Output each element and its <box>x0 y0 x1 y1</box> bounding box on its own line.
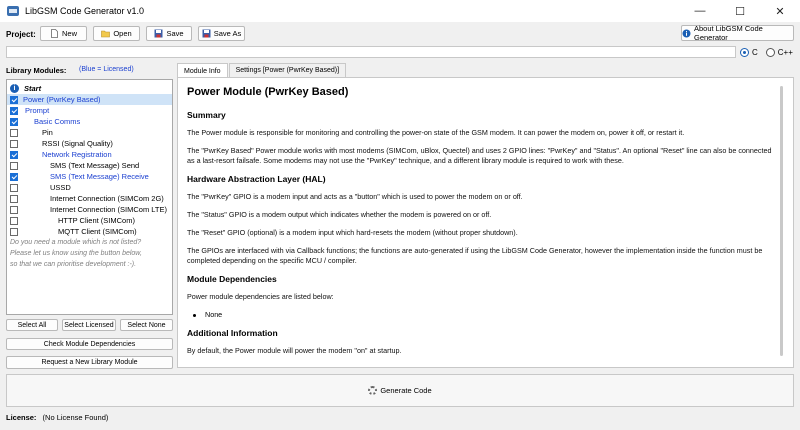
request-module-button[interactable]: Request a New Library Module <box>6 356 173 369</box>
tree-item-label: Internet Connection (SIMCom LTE) <box>50 205 167 214</box>
additional-info-paragraph: By default, the Power module will power the modem "on" at startup. <box>187 346 402 355</box>
module-checkbox[interactable] <box>10 140 18 148</box>
info-icon: i <box>10 84 19 93</box>
info-icon <box>682 29 691 38</box>
app-icon <box>7 6 19 16</box>
tree-item-rssi[interactable] <box>7 138 172 149</box>
generate-panel <box>6 374 794 407</box>
tree-item-internet-lte[interactable] <box>7 204 172 215</box>
module-checkbox[interactable] <box>10 129 18 137</box>
dependency-label: None <box>205 310 223 319</box>
generate-code-button[interactable] <box>7 375 793 406</box>
summary-heading: Summary <box>187 110 226 120</box>
tree-item-label: Prompt <box>25 106 50 115</box>
tab-bar <box>177 63 347 77</box>
floppy-disk-icon <box>154 29 163 38</box>
about-button-label: About LibGSM Code Generator <box>694 24 763 42</box>
tree-item-label: RSSI (Signal Quality) <box>42 139 113 148</box>
open-button-label: Open <box>113 29 132 38</box>
select-all-button[interactable]: Select All <box>6 319 58 331</box>
save-as-button-label: Save As <box>213 29 242 38</box>
tree-item-label: Network Registration <box>42 150 112 159</box>
module-checkbox[interactable] <box>10 107 18 115</box>
tree-item-basic-comms[interactable] <box>7 116 172 127</box>
summary-paragraph: The "PwrKey Based" Power module works with most modems (SIMCom, uBlox, Quectel) and uses 2 GPIO lines: "PwrKey" and "Status". An optional "Reset" line can also be connected as a last-resort failsafe. Some modems may not use the "PwrKey" technique, and a different library module is required to work with these. <box>187 146 772 165</box>
module-request-note: so that we can prioritise development :-). <box>10 261 137 268</box>
new-file-icon <box>50 29 59 38</box>
hal-heading: Hardware Abstraction Layer (HAL) <box>187 174 326 184</box>
tree-item-label: HTTP Client (SIMCom) <box>58 216 135 225</box>
license-label: License: <box>6 413 37 422</box>
module-info-content <box>187 86 775 364</box>
tree-item-mqtt-client[interactable] <box>7 226 172 237</box>
tree-item-label: Pin <box>42 128 53 137</box>
tree-item-label: SMS (Text Message) Receive <box>50 172 149 181</box>
library-modules-label: Library Modules: <box>6 66 67 75</box>
module-checkbox[interactable] <box>10 217 18 225</box>
module-request-note: Do you need a module which is not listed? <box>10 239 142 246</box>
hal-paragraph: The "Status" GPIO is a modem output which indicates whether the modem is powered on or off. <box>187 210 492 219</box>
tree-item-network-registration[interactable] <box>7 149 172 160</box>
new-button[interactable] <box>40 26 87 41</box>
maximize-button[interactable]: ☐ <box>735 5 745 18</box>
tree-item-sms-send[interactable] <box>7 160 172 171</box>
tree-item-internet-2g[interactable] <box>7 193 172 204</box>
hal-paragraph: The "PwrKey" GPIO is a modem input and acts as a "button" which is used to power the modem on or off. <box>187 192 523 201</box>
summary-paragraph: The Power module is responsible for monitoring and controlling the power-on state of the GSM modem. It can power the modem on, power it off, or restart it. <box>187 128 685 137</box>
tree-item-power[interactable] <box>7 94 172 105</box>
check-dependencies-button[interactable]: Check Module Dependencies <box>6 338 173 350</box>
folder-icon <box>101 29 110 38</box>
new-button-label: New <box>61 29 77 38</box>
bullet-icon <box>193 314 196 317</box>
module-checkbox[interactable] <box>10 151 18 159</box>
module-checkbox[interactable] <box>10 195 18 203</box>
tree-item-pin[interactable] <box>7 127 172 138</box>
minimize-button[interactable]: — <box>694 5 706 17</box>
module-checkbox[interactable] <box>10 118 18 126</box>
window-title: LibGSM Code Generator v1.0 <box>25 6 145 16</box>
save-button[interactable] <box>146 26 192 41</box>
module-checkbox[interactable] <box>10 96 18 104</box>
close-button[interactable]: ✕ <box>775 5 785 18</box>
info-scrollbar[interactable] <box>780 86 783 356</box>
module-title: Power Module (PwrKey Based) <box>187 86 349 98</box>
license-value: (No License Found) <box>42 413 109 422</box>
tree-item-ussd[interactable] <box>7 182 172 193</box>
save-as-button[interactable] <box>198 26 245 41</box>
tree-item-sms-receive[interactable] <box>7 171 172 182</box>
module-checkbox[interactable] <box>10 206 18 214</box>
project-label: Project: <box>6 30 36 39</box>
window-controls <box>680 0 800 22</box>
tree-item-start[interactable] <box>7 83 172 94</box>
module-checkbox[interactable] <box>10 162 18 170</box>
language-cpp-radio[interactable] <box>766 48 775 57</box>
license-status <box>6 413 108 422</box>
module-info-panel <box>177 77 794 368</box>
tab-module-info[interactable]: Module Info <box>177 63 228 78</box>
project-path-input[interactable] <box>6 46 736 58</box>
about-button[interactable] <box>681 25 794 41</box>
tree-item-label: Start <box>24 84 42 93</box>
tree-item-prompt[interactable] <box>7 105 172 116</box>
hal-paragraph: The GPIOs are interfaced with via Callback functions; the functions are auto-generated if using the LibGSM Code Generator, however the implementation inside the function must be completed depending on the specific MCU / compiler. <box>187 246 763 265</box>
save-button-label: Save <box>166 29 184 38</box>
tree-item-label: USSD <box>50 183 71 192</box>
language-c-radio[interactable] <box>740 48 749 57</box>
language-c-label: C <box>752 47 758 57</box>
tree-item-label: Basic Comms <box>34 117 81 126</box>
tree-item-label: MQTT Client (SIMCom) <box>58 227 137 236</box>
tree-item-label: Internet Connection (SIMCom 2G) <box>50 194 164 203</box>
module-checkbox[interactable] <box>10 173 18 181</box>
tree-item-label: SMS (Text Message) Send <box>50 161 140 170</box>
additional-info-heading: Additional Information <box>187 328 278 338</box>
title-bar <box>0 0 800 22</box>
select-licensed-button[interactable]: Select Licensed <box>62 319 116 331</box>
gear-icon <box>368 386 377 395</box>
language-cpp-label: C++ <box>777 47 793 57</box>
hal-paragraph: The "Reset" GPIO (optional) is a modem input which hard-resets the modem (without proper shutdown). <box>187 228 518 237</box>
module-checkbox[interactable] <box>10 184 18 192</box>
tree-item-label: Power (PwrKey Based) <box>23 95 101 104</box>
module-request-note: Please let us know using the button below, <box>10 250 142 257</box>
generate-code-label: Generate Code <box>380 386 432 395</box>
floppy-disk-icon <box>202 29 211 38</box>
tab-settings[interactable]: Settings [Power (PwrKey Based)] <box>229 63 347 77</box>
dependencies-heading: Module Dependencies <box>187 274 277 284</box>
tree-item-http-client[interactable] <box>7 215 172 226</box>
language-selector <box>740 46 793 58</box>
module-checkbox[interactable] <box>10 228 18 236</box>
dependency-list-item <box>187 310 775 320</box>
module-list[interactable] <box>6 79 173 315</box>
licensed-hint: (Blue = Licensed) <box>79 66 134 73</box>
dependencies-paragraph: Power module dependencies are listed below: <box>187 292 334 301</box>
select-none-button[interactable]: Select None <box>120 319 173 331</box>
toolbar <box>0 23 800 45</box>
open-button[interactable] <box>93 26 140 41</box>
